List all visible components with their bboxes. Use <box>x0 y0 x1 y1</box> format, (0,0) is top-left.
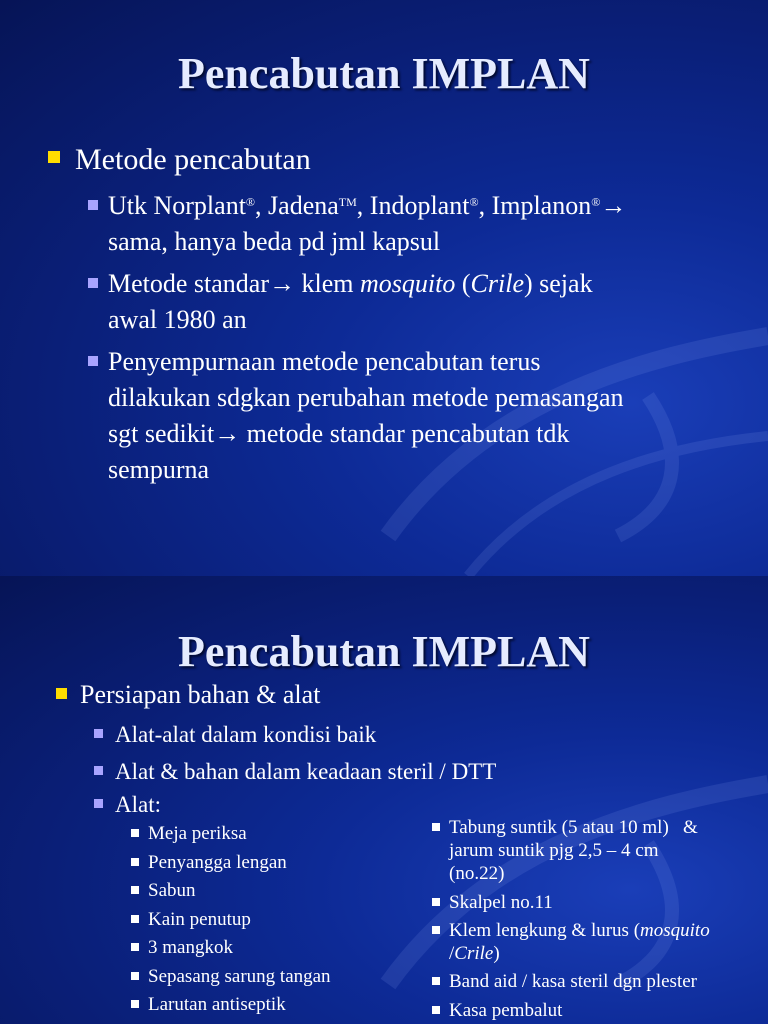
slide-2 <box>0 576 768 1024</box>
registered-mark: ® <box>469 195 479 209</box>
slide-title: Pencabutan IMPLAN <box>178 627 590 676</box>
text: metode standar pencabutan tdk <box>240 419 570 448</box>
registered-mark: ® <box>245 195 256 209</box>
text: ) sejak <box>523 269 593 298</box>
text: sgt sedikit <box>108 419 215 448</box>
tool-item: Meja periksa <box>148 823 247 844</box>
trademark-mark: TM <box>338 195 357 209</box>
bullet-item-penyempurnaan: Penyempurnaan metode pencabutan terus <box>108 347 541 376</box>
bullet-square-purple <box>88 200 98 210</box>
bullet-square-purple <box>94 799 103 808</box>
bullet-square-white <box>432 926 440 934</box>
bullet-level2: Alat-alat dalam kondisi baik <box>115 722 377 747</box>
tool-item: Larutan antiseptik <box>148 994 286 1015</box>
text: ( <box>455 269 471 298</box>
tool-item <box>449 920 710 942</box>
italic-text: Crile <box>470 269 524 298</box>
text: Utk Norplant <box>108 191 246 220</box>
bullet-square-purple <box>88 356 98 366</box>
bullet-level1: Metode pencabutan <box>75 143 311 176</box>
text: , Jadena <box>255 191 339 220</box>
bullet-item-continuation <box>108 419 569 449</box>
bullet-item-continuation: awal 1980 an <box>108 305 247 334</box>
bullet-level1: Persiapan bahan & alat <box>80 680 321 709</box>
tool-item-continuation <box>449 943 500 965</box>
bullet-square-white <box>131 1000 139 1008</box>
arrow-glyph: → <box>269 269 296 298</box>
bullet-item-norplant <box>108 191 626 221</box>
tool-item: Band aid / kasa steril dgn plester <box>449 971 697 992</box>
bullet-square-white <box>131 943 139 951</box>
tool-item: Sepasang sarung tangan <box>148 966 331 987</box>
bullet-square-purple <box>94 766 103 775</box>
text: Metode standar <box>108 269 270 298</box>
tool-item: Kasa pembalut <box>449 1000 563 1021</box>
tool-item: 3 mangkok <box>148 937 233 958</box>
slide-title: Pencabutan IMPLAN <box>178 49 590 98</box>
bullet-square-purple <box>94 729 103 738</box>
bullet-square-white <box>131 829 139 837</box>
tool-item: Sabun <box>148 880 196 901</box>
bullet-square-yellow <box>56 688 67 699</box>
bullet-square-white <box>432 823 440 831</box>
bullet-square-yellow <box>48 151 60 163</box>
bullet-square-white <box>432 898 440 906</box>
tool-item-continuation: (no.22) <box>449 863 505 884</box>
tool-item: Tabung suntik (5 atau 10 ml) & <box>449 817 698 838</box>
tool-item: Penyangga lengan <box>148 852 287 873</box>
bullet-item-metode-standar <box>108 269 593 299</box>
bullet-square-white <box>131 886 139 894</box>
bullet-item-continuation: sempurna <box>108 455 210 484</box>
bullet-level2: Alat: <box>115 792 161 817</box>
bullet-item-continuation: sama, hanya beda pd jml kapsul <box>108 227 441 256</box>
arrow-glyph: → <box>600 191 627 220</box>
text: , Implanon <box>478 191 592 220</box>
tool-item: Skalpel no.11 <box>449 892 553 913</box>
italic-text: mosquito <box>360 269 456 298</box>
text: klem <box>295 269 361 298</box>
italic-text: Crile <box>454 943 494 964</box>
text: / <box>449 943 455 964</box>
bullet-level2: Alat & bahan dalam keadaan steril / DTT <box>115 759 497 784</box>
text: ) <box>493 943 500 964</box>
bullet-square-white <box>432 977 440 985</box>
bullet-square-white <box>131 858 139 866</box>
arrow-glyph: → <box>214 419 241 448</box>
italic-text: mosquito <box>640 920 710 941</box>
bullet-item-continuation: dilakukan sdgkan perubahan metode pemasangan <box>108 383 624 412</box>
tool-item: Kain penutup <box>148 909 251 930</box>
text: Klem lengkung & lurus ( <box>449 920 641 941</box>
bullet-square-white <box>432 1006 440 1014</box>
bullet-square-purple <box>88 278 98 288</box>
tool-item-continuation: jarum suntik pjg 2,5 – 4 cm <box>449 840 659 861</box>
text: , Indoplant <box>356 191 470 220</box>
registered-mark: ® <box>591 195 601 209</box>
bullet-square-white <box>131 972 139 980</box>
bullet-square-white <box>131 915 139 923</box>
